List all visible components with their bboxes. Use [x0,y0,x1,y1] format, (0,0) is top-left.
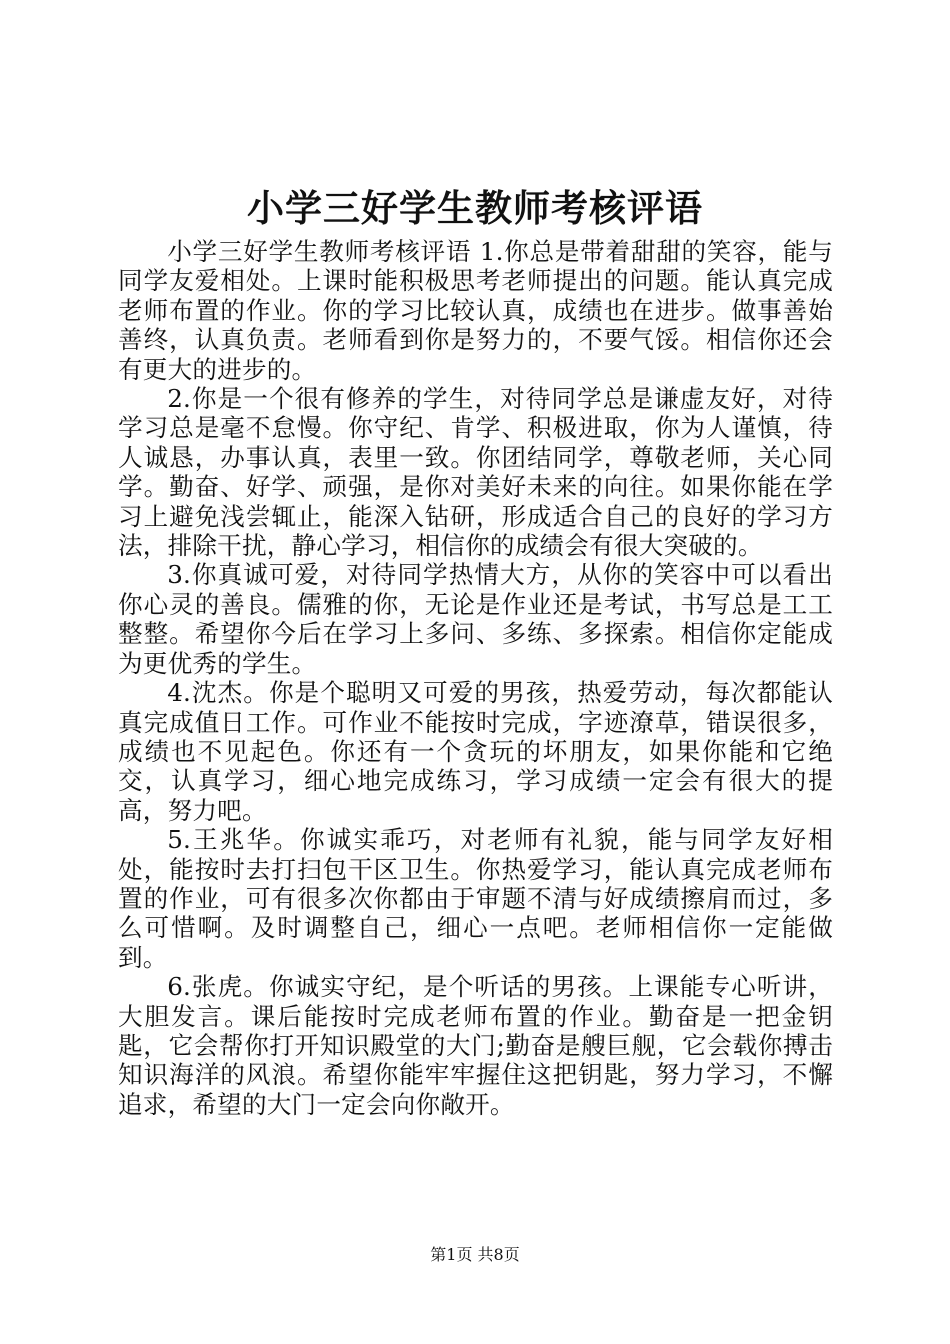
document-body [118,237,833,1119]
paragraph-1: 小学三好学生教师考核评语 1.你总是带着甜甜的笑容，能与同学友爱相处。上课时能积极思考老师提出的问题。能认真完成老师布置的作业。你的学习比较认真，成绩也在进步。做事善始善终，认真负责。老师看到你是努力的，不要气馁。相信你还会有更大的进步的。 [118,237,833,384]
document-title: 小学三好学生教师考核评语 [247,186,703,230]
paragraph-2: 2.你是一个很有修养的学生，对待同学总是谦虚友好，对待学习总是毫不怠慢。你守纪、肯学、积极进取，你为人谨慎，待人诚恳，办事认真，表里一致。你团结同学，尊敬老师，关心同学。勤奋、好学、顽强，是你对美好未来的向往。如果你能在学习上避免浅尝辄止，能深入钻研，形成适合自己的良好的学习方法，排除干扰，静心学习，相信你的成绩会有很大突破的。 [118,384,833,561]
page-footer: 第1页 共8页 [430,1245,520,1264]
paragraph-5: 5.王兆华。你诚实乖巧，对老师有礼貌，能与同学友好相处，能按时去打扫包干区卫生。你热爱学习，能认真完成老师布置的作业，可有很多次你都由于审题不清与好成绩擦肩而过，多么可惜啊。及时调整自己，细心一点吧。老师相信你一定能做到。 [118,825,833,972]
paragraph-6: 6.张虎。你诚实守纪，是个听话的男孩。上课能专心听讲，大胆发言。课后能按时完成老师布置的作业。勤奋是一把金钥匙，它会帮你打开知识殿堂的大门;勤奋是艘巨舰，它会载你搏击知识海洋的风浪。希望你能牢牢握住这把钥匙，努力学习，不懈追求，希望的大门一定会向你敞开。 [118,972,833,1119]
paragraph-3: 3.你真诚可爱，对待同学热情大方，从你的笑容中可以看出你心灵的善良。儒雅的你，无论是作业还是考试，书写总是工工整整。希望你今后在学习上多问、多练、多探索。相信你定能成为更优秀的学生。 [118,560,833,678]
paragraph-4: 4.沈杰。你是个聪明又可爱的男孩，热爱劳动，每次都能认真完成值日工作。可作业不能按时完成，字迹潦草，错误很多，成绩也不见起色。你还有一个贪玩的坏朋友，如果你能和它绝交，认真学习，细心地完成练习，学习成绩一定会有很大的提高，努力吧。 [118,678,833,825]
